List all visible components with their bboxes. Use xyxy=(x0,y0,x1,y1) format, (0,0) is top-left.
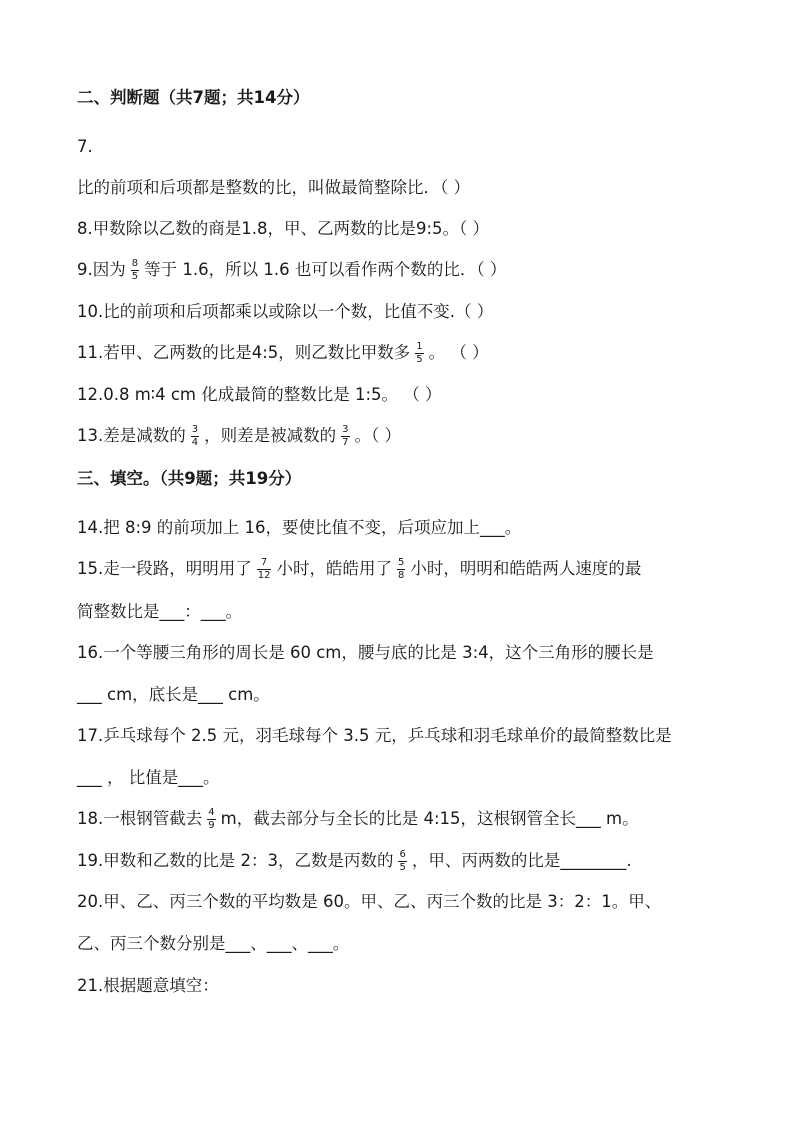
question-13-mid: ，则差是被减数的 xyxy=(204,426,337,445)
fraction-denominator: 5 xyxy=(131,271,139,282)
question-9-pre: 9.因为 xyxy=(77,260,126,279)
fraction-denominator: 7 xyxy=(342,437,349,448)
fraction-numerator: 8 xyxy=(131,258,139,269)
question-15-pre: 15.走一段路，明明用了 xyxy=(77,559,252,578)
fraction-denominator: 9 xyxy=(208,820,215,831)
question-7-number: 7. xyxy=(77,137,93,156)
fraction-denominator: 8 xyxy=(397,570,405,581)
question-9-post: 等于 1.6，所以 1.6 也可以看作两个数的比．（ ） xyxy=(144,260,507,279)
question-20-line-2: 乙、丙三个数分别是___、___、___。 xyxy=(77,934,350,953)
fraction-denominator: 12 xyxy=(257,570,271,581)
question-13 xyxy=(77,424,734,448)
question-19-post: ，甲、丙两数的比是________. xyxy=(411,851,632,870)
question-15-mid: 小时，皓皓用了 xyxy=(276,559,392,578)
question-10: 10.比的前项和后项都乘以或除以一个数，比值不变.（ ） xyxy=(77,302,494,321)
question-7-text: 比的前项和后项都是整数的比，叫做最简整除比．（ ） xyxy=(77,178,470,197)
question-17-line-1: 17.乒乓球每个 2.5 元，羽毛球每个 3.5 元，乒乓球和羽毛球单价的最简整数比是 xyxy=(77,726,672,745)
fraction-numerator: 5 xyxy=(397,557,405,568)
question-18-fraction xyxy=(207,808,215,831)
question-18-pre: 18.一根钢管截去 xyxy=(77,809,203,828)
fraction-numerator: 4 xyxy=(208,807,215,818)
fraction-numerator: 3 xyxy=(342,424,349,435)
question-18-post: m，截去部分与全长的比是 4:15，这根钢管全长___ m。 xyxy=(220,809,639,828)
question-20-line-1: 20.甲、乙、丙三个数的平均数是 60。甲、乙、丙三个数的比是 3：2：1。甲、 xyxy=(77,892,662,911)
question-19-fraction xyxy=(398,850,406,873)
fraction-denominator: 5 xyxy=(416,354,423,365)
question-13-fraction-2 xyxy=(341,425,349,448)
question-16-line-1: 16.一个等腰三角形的周长是 60 cm，腰与底的比是 3:4，这个三角形的腰长是 xyxy=(77,643,654,662)
question-13-post: 。（ ） xyxy=(354,426,401,445)
question-11 xyxy=(77,341,734,365)
fraction-numerator: 7 xyxy=(260,557,268,568)
question-9-fraction xyxy=(131,259,139,282)
question-15 xyxy=(77,557,734,581)
question-8: 8.甲数除以乙数的商是1.8，甲、乙两数的比是9:5。（ ） xyxy=(77,219,490,238)
section-heading-fill: 三、填空。（共9题；共19分） xyxy=(77,469,302,488)
question-21: 21.根据题意填空： xyxy=(77,976,219,995)
question-11-pre: 11.若甲、乙两数的比是4:5，则乙数比甲数多 xyxy=(77,343,411,362)
question-16-line-2: ___ cm，底长是___ cm。 xyxy=(77,685,270,704)
question-15-line-2: 简整数比是___：___。 xyxy=(77,602,242,621)
question-11-post: 。 （ ） xyxy=(428,343,489,362)
fraction-denominator: 5 xyxy=(399,862,406,873)
question-14: 14.把 8:9 的前项加上 16，要使比值不变，后项应加上___。 xyxy=(77,518,522,537)
question-15-fraction-1 xyxy=(257,558,272,581)
question-13-fraction-1 xyxy=(191,425,199,448)
question-13-pre: 13.差是减数的 xyxy=(77,426,186,445)
question-15-post: 小时，明明和皓皓两人速度的最 xyxy=(410,559,642,578)
question-18 xyxy=(77,807,734,831)
fraction-numerator: 6 xyxy=(399,849,406,860)
fraction-numerator: 1 xyxy=(416,341,423,352)
question-19-pre: 19.甲数和乙数的比是 2：3，乙数是丙数的 xyxy=(77,851,394,870)
question-19 xyxy=(77,849,734,873)
question-15-fraction-2 xyxy=(397,558,405,581)
question-17-line-2: ___ ， 比值是___。 xyxy=(77,768,220,787)
question-11-fraction xyxy=(415,342,423,365)
question-12: 12.0.8 m∶4 cm 化成最简的整数比是 1:5。 （ ） xyxy=(77,385,442,404)
question-9 xyxy=(77,258,734,282)
fraction-denominator: 4 xyxy=(191,437,199,448)
fraction-numerator: 3 xyxy=(191,424,199,435)
section-heading-judge: 二、判断题（共7题；共14分） xyxy=(77,88,310,107)
